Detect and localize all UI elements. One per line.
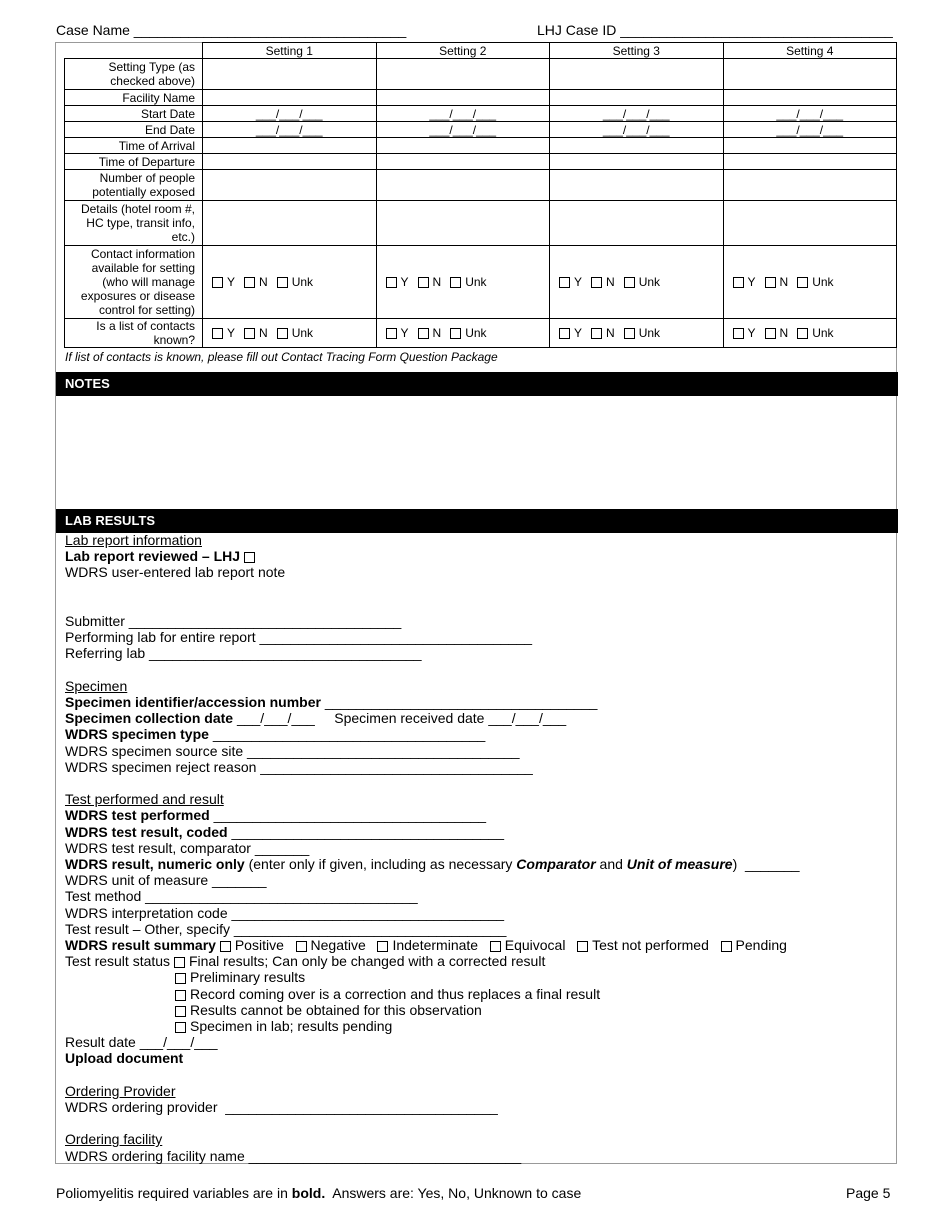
row-label: Time of Departure xyxy=(65,154,203,170)
table-row xyxy=(65,59,897,90)
checkbox[interactable] xyxy=(559,328,570,339)
row-label: Facility Name xyxy=(65,90,203,106)
ordering-facility-heading: Ordering facility xyxy=(65,1131,163,1148)
checkbox[interactable] xyxy=(624,328,635,339)
checkbox[interactable] xyxy=(591,328,602,339)
setting-type-cell[interactable] xyxy=(376,59,550,90)
checkbox[interactable] xyxy=(386,328,397,339)
checkbox[interactable] xyxy=(490,941,501,952)
result-summary-row: WDRS result summary Positive Negative Indeterminate Equivocal Test not performed Pending xyxy=(65,937,787,954)
interpretation-code-field[interactable]: WDRS interpretation code ___________________________________ xyxy=(65,904,505,921)
row-label: Setting Type (as checked above) xyxy=(65,59,203,90)
checkbox[interactable] xyxy=(212,277,223,288)
departure-cell[interactable] xyxy=(376,154,550,170)
test-method-field[interactable]: Test method ___________________________________ xyxy=(65,888,418,905)
specimen-source-field[interactable]: WDRS specimen source site ___________________________________ xyxy=(65,742,520,759)
checkbox[interactable] xyxy=(577,941,588,952)
row-label: Time of Arrival xyxy=(65,138,203,154)
departure-cell[interactable] xyxy=(550,154,724,170)
row-label: End Date xyxy=(65,122,203,138)
row-label: Start Date xyxy=(65,106,203,122)
facility-name-cell[interactable] xyxy=(723,90,897,106)
checkbox[interactable] xyxy=(244,328,255,339)
result-status-option: Record coming over is a correction and thus replaces a final result xyxy=(65,986,885,1002)
case-name-field[interactable]: Case Name ___________________________________ xyxy=(56,22,407,38)
table-row xyxy=(65,170,897,201)
table-row xyxy=(65,138,897,154)
row-label: Contact information available for setting (who will manage exposures or disease control for setting) xyxy=(65,246,203,319)
num-people-cell[interactable] xyxy=(723,170,897,201)
checkbox[interactable] xyxy=(174,957,185,968)
arrival-cell[interactable] xyxy=(550,138,724,154)
checkbox[interactable] xyxy=(418,277,429,288)
contact-list-ynu: Y N Unk xyxy=(723,319,897,348)
checkbox[interactable] xyxy=(591,277,602,288)
table-row xyxy=(65,122,897,138)
checkbox[interactable] xyxy=(175,973,186,984)
checkbox[interactable] xyxy=(296,941,307,952)
checkbox[interactable] xyxy=(733,277,744,288)
contact-list-ynu: Y N Unk xyxy=(376,319,550,348)
contact-info-ynu: Y N Unk xyxy=(203,246,377,319)
checkbox[interactable] xyxy=(765,328,776,339)
row-label: Details (hotel room #, HC type, transit info, etc.) xyxy=(65,201,203,246)
arrival-cell[interactable] xyxy=(723,138,897,154)
row-label: Is a list of contacts known? xyxy=(65,319,203,348)
table-row xyxy=(65,319,897,348)
lhj-case-id-field[interactable]: LHJ Case ID ___________________________________ xyxy=(537,22,893,38)
column-header: Setting 1 xyxy=(203,43,377,59)
end-date-cell[interactable]: ___/___/___ xyxy=(203,122,377,138)
checkbox[interactable] xyxy=(559,277,570,288)
table-row xyxy=(65,106,897,122)
test-other-field[interactable]: Test result – Other, specify ___________________________________ xyxy=(65,920,507,937)
setting-type-cell[interactable] xyxy=(203,59,377,90)
setting-type-cell[interactable] xyxy=(723,59,897,90)
table-row xyxy=(65,90,897,106)
test-heading: Test performed and result xyxy=(65,791,224,808)
start-date-cell[interactable]: ___/___/___ xyxy=(550,106,724,122)
specimen-type-field[interactable]: WDRS specimen type ___________________________________ xyxy=(65,726,486,743)
checkbox[interactable] xyxy=(277,328,288,339)
lab-reviewed-checkbox[interactable] xyxy=(244,552,255,563)
details-cell[interactable] xyxy=(376,201,550,246)
unit-measure-field[interactable]: WDRS unit of measure _______ xyxy=(65,872,267,889)
specimen-heading: Specimen xyxy=(65,677,128,694)
submitter-field[interactable]: Submitter ___________________________________ xyxy=(65,612,402,629)
checkbox[interactable] xyxy=(386,277,397,288)
numeric-result-field[interactable]: WDRS result, numeric only (enter only if given, including as necessary Comparator and Unit of measure) _______ xyxy=(65,856,800,872)
lab-results-section xyxy=(65,532,885,1164)
checkbox[interactable] xyxy=(733,328,744,339)
details-cell[interactable] xyxy=(550,201,724,246)
test-result-coded-field[interactable]: WDRS test result, coded ___________________________________ xyxy=(65,823,504,840)
contact-info-ynu: Y N Unk xyxy=(550,246,724,319)
checkbox[interactable] xyxy=(418,328,429,339)
result-status-option: Results cannot be obtained for this observation xyxy=(65,1002,885,1018)
checkbox[interactable] xyxy=(277,277,288,288)
checkbox[interactable] xyxy=(377,941,388,952)
departure-cell[interactable] xyxy=(723,154,897,170)
checkbox[interactable] xyxy=(721,941,732,952)
checkbox[interactable] xyxy=(765,277,776,288)
contact-info-ynu: Y N Unk xyxy=(376,246,550,319)
start-date-cell[interactable]: ___/___/___ xyxy=(376,106,550,122)
end-date-cell[interactable]: ___/___/___ xyxy=(376,122,550,138)
num-people-cell[interactable] xyxy=(203,170,377,201)
start-date-cell[interactable]: ___/___/___ xyxy=(203,106,377,122)
num-people-cell[interactable] xyxy=(376,170,550,201)
setting-type-cell[interactable] xyxy=(550,59,724,90)
arrival-cell[interactable] xyxy=(203,138,377,154)
start-date-cell[interactable]: ___/___/___ xyxy=(723,106,897,122)
end-date-cell[interactable]: ___/___/___ xyxy=(550,122,724,138)
contact-list-ynu: Y N Unk xyxy=(203,319,377,348)
result-status-option: Preliminary results xyxy=(65,969,885,985)
details-cell[interactable] xyxy=(723,201,897,246)
row-label: Number of people potentially exposed xyxy=(65,170,203,201)
facility-name-cell[interactable] xyxy=(376,90,550,106)
checkbox[interactable] xyxy=(175,1022,186,1033)
ordering-provider-heading: Ordering Provider xyxy=(65,1082,176,1099)
column-header: Setting 2 xyxy=(376,43,550,59)
column-header: Setting 3 xyxy=(550,43,724,59)
end-date-cell[interactable]: ___/___/___ xyxy=(723,122,897,138)
checkbox[interactable] xyxy=(244,277,255,288)
performing-lab-field[interactable]: Performing lab for entire report ___________________________________ xyxy=(65,629,533,646)
checkbox[interactable] xyxy=(450,328,461,339)
wdrs-lab-note[interactable]: WDRS user-entered lab report note xyxy=(65,564,286,581)
contact-tracing-note: If list of contacts is known, please fill out Contact Tracing Form Question Package xyxy=(65,350,498,364)
departure-cell[interactable] xyxy=(203,154,377,170)
notes-section-header: NOTES xyxy=(56,372,898,396)
checkbox[interactable] xyxy=(175,990,186,1001)
result-date-field[interactable]: Result date ___/___/___ xyxy=(65,1034,218,1051)
ordering-provider-field[interactable]: WDRS ordering provider ___________________________________ xyxy=(65,1099,498,1116)
specimen-reject-field[interactable]: WDRS specimen reject reason ___________________________________ xyxy=(65,758,533,775)
result-status-option: Specimen in lab; results pending xyxy=(65,1018,885,1034)
table-row xyxy=(65,246,897,319)
contact-list-ynu: Y N Unk xyxy=(550,319,724,348)
settings-table xyxy=(64,42,897,348)
notes-area[interactable] xyxy=(56,396,898,509)
column-header: Setting 4 xyxy=(723,43,897,59)
lab-report-reviewed-row: Lab report reviewed – LHJ xyxy=(65,548,885,564)
footer-note: Poliomyelitis required variables are in bold. Answers are: Yes, No, Unknown to case xyxy=(56,1185,582,1201)
checkbox[interactable] xyxy=(797,328,808,339)
num-people-cell[interactable] xyxy=(550,170,724,201)
table-row xyxy=(65,201,897,246)
checkbox[interactable] xyxy=(797,277,808,288)
comparator-field[interactable]: WDRS test result, comparator _______ xyxy=(65,839,310,856)
facility-name-cell[interactable] xyxy=(203,90,377,106)
checkbox[interactable] xyxy=(220,941,231,952)
page-number: Page 5 xyxy=(846,1185,891,1201)
lab-report-info-heading: Lab report information xyxy=(65,532,202,548)
contact-info-ynu: Y N Unk xyxy=(723,246,897,319)
checkbox[interactable] xyxy=(175,1006,186,1017)
checkbox[interactable] xyxy=(624,277,635,288)
details-cell[interactable] xyxy=(203,201,377,246)
test-performed-field[interactable]: WDRS test performed ___________________________________ xyxy=(65,807,487,824)
table-row xyxy=(65,154,897,170)
table-header-row xyxy=(65,43,897,59)
referring-lab-field[interactable]: Referring lab ___________________________________ xyxy=(65,645,422,662)
checkbox[interactable] xyxy=(212,328,223,339)
checkbox[interactable] xyxy=(450,277,461,288)
specimen-id-field[interactable]: Specimen identifier/accession number ___________________________________ xyxy=(65,693,598,710)
facility-name-cell[interactable] xyxy=(550,90,724,106)
specimen-dates-field[interactable]: Specimen collection date ___/___/___ Specimen received date ___/___/___ xyxy=(65,710,567,727)
result-status-row: Test result status Final results; Can only be changed with a corrected result xyxy=(65,953,546,970)
upload-document-link[interactable]: Upload document xyxy=(65,1050,184,1067)
arrival-cell[interactable] xyxy=(376,138,550,154)
ordering-facility-field[interactable]: WDRS ordering facility name ___________________________________ xyxy=(65,1147,522,1164)
lab-results-section-header: LAB RESULTS xyxy=(56,509,898,533)
